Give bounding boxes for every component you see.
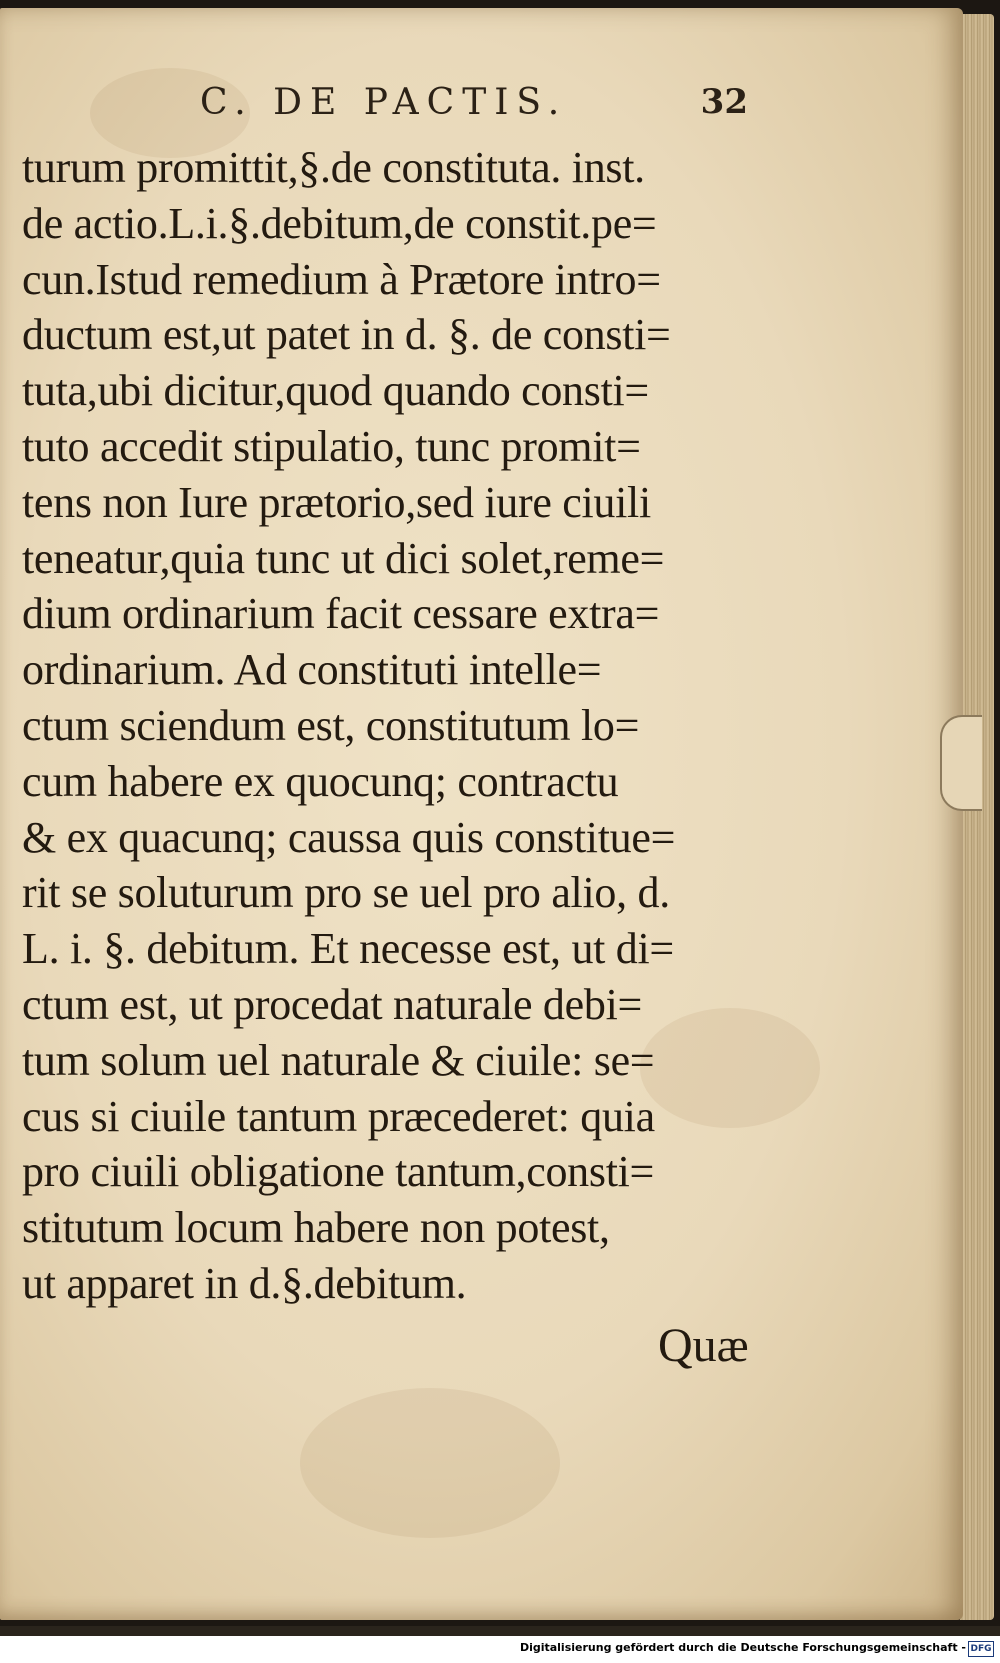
text-line: L. i. §. debitum. Et necesse est, ut di= — [22, 924, 674, 974]
running-title: C. DE PACTIS. — [200, 82, 568, 123]
text-line: ut apparet in d.§.debitum. — [22, 1258, 467, 1308]
dfg-logo: DFG — [968, 1641, 994, 1657]
text-line: ordinarium. Ad constituti intelle= — [22, 645, 602, 695]
text-line: teneatur,quia tunc ut dici solet,reme= — [22, 533, 665, 583]
paper-stain — [300, 1388, 560, 1538]
text-line: dium ordinarium facit cessare extra= — [22, 589, 660, 639]
digitization-footer — [0, 1636, 1000, 1663]
text-line: ctum sciendum est, constitutum lo= — [22, 700, 640, 750]
text-line: & ex quacunq; caussa quis constitue= — [22, 812, 676, 862]
catchword: Quæ — [658, 1319, 749, 1372]
text-line: tum solum uel naturale & ciuile: se= — [22, 1035, 655, 1085]
text-line: ctum est, ut procedat naturale debi= — [22, 979, 643, 1029]
page-tab-marker — [940, 715, 982, 811]
book-fore-edge — [960, 14, 994, 1620]
text-line: stitutum locum habere non potest, — [22, 1203, 610, 1253]
text-line: cun.Istud remedium à Prætore intro= — [22, 254, 661, 304]
body-text — [22, 140, 782, 1312]
text-line: tuta,ubi dicitur,quod quando consti= — [22, 366, 649, 416]
page-header — [190, 82, 760, 132]
text-line: cus si ciuile tantum præcederet: quia — [22, 1091, 655, 1141]
text-line: rit se soluturum pro se uel pro alio, d. — [22, 868, 670, 918]
text-line: de actio.L.i.§.debitum,de constit.pe= — [22, 198, 657, 248]
text-line: tuto accedit stipulatio, tunc promit= — [22, 421, 641, 471]
text-line: cum habere ex quocunq; contractu — [22, 756, 619, 806]
text-line: turum promittit,§.de constituta. inst. — [22, 143, 645, 192]
text-line: pro ciuili obligatione tantum,consti= — [22, 1147, 655, 1197]
text-line: ductum est,ut patet in d. §. de consti= — [22, 310, 671, 360]
funding-credit: Digitalisierung gefördert durch die Deutsche Forschungsgemeinschaft - — [519, 1641, 966, 1654]
text-line: tens non Iure prætorio,sed iure ciuili — [22, 477, 651, 527]
page-number: 32 — [700, 82, 748, 122]
